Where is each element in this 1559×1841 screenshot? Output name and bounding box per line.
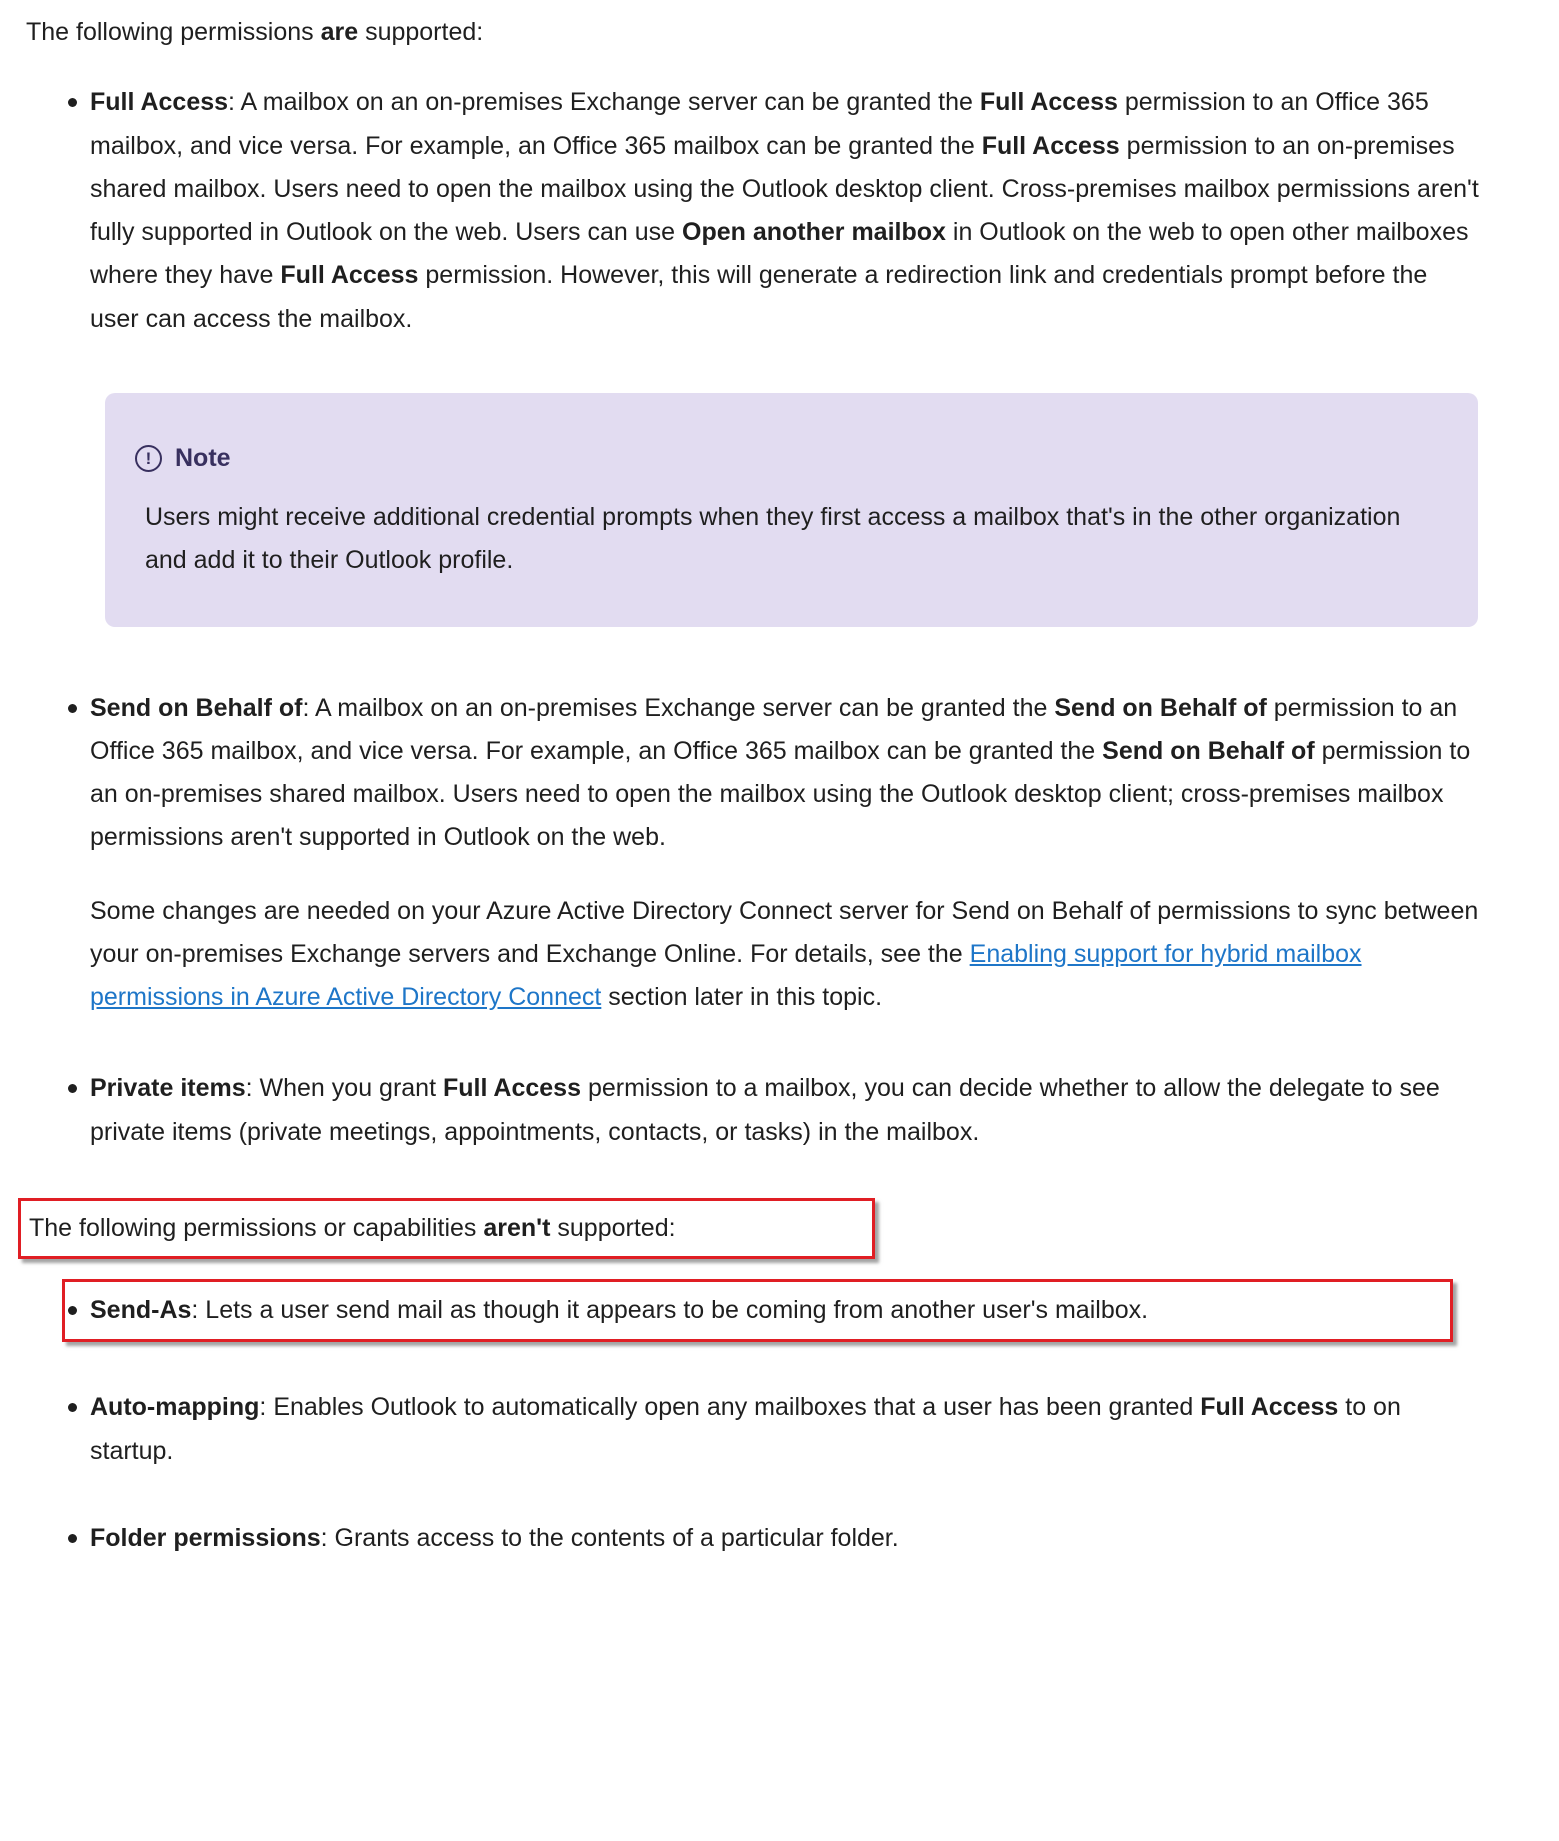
- bullet-icon: [68, 1534, 77, 1543]
- hybrid-permissions-link[interactable]: Enabling support for hybrid mailbox permissions in Azure Active Directory Connect: [90, 939, 1362, 1011]
- text-run: Some changes are needed on your Azure Active Directory Connect server for Send on Behalf of permissions to sync between your on-premises Exchange servers and Exchange Online. For details, see the: [90, 896, 1479, 968]
- list-item-auto-mapping-content: [90, 1386, 1482, 1473]
- note-body-text: Users might receive additional credential prompts when they first access a mailbox that's in the other organization and add it to their Outlook profile.: [145, 503, 1401, 575]
- list-item-private-items-content: [90, 1067, 1482, 1154]
- list-item-private-items: [26, 1067, 1533, 1154]
- bullet-icon: [68, 704, 77, 713]
- text-run: in Outlook on the web to open other mailboxes where they have: [90, 218, 1469, 290]
- list-item-send-on-behalf: [26, 687, 1533, 1020]
- bold-text-run: aren't: [483, 1213, 551, 1242]
- text-run: : Grants access to the contents of a particular folder.: [320, 1523, 899, 1552]
- unsupported-permissions-list: [26, 1386, 1533, 1560]
- text-run: The following permissions or capabilities: [29, 1213, 484, 1242]
- bold-text-run: Full Access: [981, 131, 1120, 160]
- text-run: : Lets a user send mail as though it appears to be coming from another user's mailbox.: [191, 1296, 1149, 1324]
- exclamation-circle-icon: !: [135, 445, 162, 472]
- list-item-full-access: [26, 81, 1533, 632]
- text-run: supported:: [550, 1213, 676, 1242]
- supported-permissions-list: [26, 81, 1533, 1154]
- bold-text-run: Send on Behalf of: [1054, 693, 1267, 722]
- text-run: permission to an Office 365 mailbox, and vice versa. For example, an Office 365 mailbox can be granted the: [90, 693, 1458, 765]
- text-run: : A mailbox on an on-premises Exchange server can be granted the: [228, 88, 980, 117]
- bold-text-run: Send-As: [90, 1296, 192, 1324]
- unsupported-permissions-list-highlighted: [65, 1289, 1440, 1332]
- bold-text-run: Full Access: [90, 88, 229, 117]
- text-run: permission. However, this will generate a redirection link and credentials prompt before the user can access the mailbox.: [90, 261, 1428, 333]
- list-item-folder-permissions: [26, 1517, 1533, 1560]
- bullet-icon: [68, 98, 77, 107]
- text-run: : Enables Outlook to automatically open any mailboxes that a user has been granted: [259, 1393, 1201, 1422]
- folder-permissions-text: [90, 1517, 1482, 1560]
- bold-text-run: are: [320, 18, 359, 46]
- text-run: : A mailbox on an on-premises Exchange server can be granted the: [302, 693, 1055, 722]
- highlight-box-unsupported-intro: [18, 1198, 875, 1259]
- text-run: permission to a mailbox, you can decide whether to allow the delegate to see private items (private meetings, appointments, contacts, or tasks) in the mailbox.: [90, 1074, 1440, 1146]
- list-item-auto-mapping: [26, 1386, 1533, 1473]
- text-run: supported:: [358, 18, 484, 46]
- text-run: permission to an Office 365 mailbox, and vice versa. For example, an Office 365 mailbox can be granted the: [90, 88, 1429, 160]
- text-run: section later in this topic.: [601, 983, 883, 1011]
- private-items-text: [90, 1067, 1482, 1154]
- text-run: to on startup.: [90, 1393, 1401, 1465]
- bold-text-run: Auto-mapping: [90, 1393, 260, 1422]
- list-item-send-as: [65, 1289, 1440, 1332]
- text-run: permission to an on-premises shared mailbox. Users need to open the mailbox using the Outlook desktop client; cross-premises mailbox permissions aren't supported in Outlook on the web.: [90, 736, 1471, 852]
- bold-text-run: Full Access: [280, 261, 419, 290]
- auto-mapping-text: [90, 1386, 1482, 1473]
- bullet-icon: [68, 1403, 77, 1412]
- bold-text-run: Folder permissions: [90, 1523, 321, 1552]
- list-item-folder-permissions-content: [90, 1517, 1482, 1560]
- intro-unsupported-text: [29, 1207, 862, 1250]
- send-on-behalf-text: [90, 687, 1482, 860]
- send-on-behalf-details-text: [90, 890, 1482, 1020]
- bold-text-run: Full Access: [442, 1074, 581, 1103]
- intro-supported-text: [26, 11, 1533, 54]
- text-run: : When you grant: [245, 1074, 443, 1103]
- bold-text-run: Open another mailbox: [682, 218, 946, 246]
- full-access-text: [90, 81, 1482, 341]
- bold-text-run: Private items: [90, 1074, 246, 1103]
- list-item-full-access-content: [90, 81, 1482, 632]
- bullet-icon: [68, 1084, 77, 1093]
- send-as-text: [90, 1289, 1440, 1332]
- highlight-box-send-as: [62, 1279, 1453, 1342]
- bullet-icon: [68, 1306, 77, 1315]
- bold-text-run: Send on Behalf of: [90, 693, 303, 722]
- note-header: [135, 437, 1422, 480]
- bold-text-run: Full Access: [1200, 1393, 1339, 1422]
- list-item-send-on-behalf-content: [90, 687, 1482, 1020]
- text-run: The following permissions: [26, 18, 321, 46]
- text-run: permission to an on-premises shared mailbox. Users need to open the mailbox using the Outlook desktop client. Cross-premises mailbox permissions aren't fully supported in Outlook on the web. Users can use: [90, 131, 1479, 246]
- bold-text-run: Full Access: [979, 88, 1118, 117]
- bold-text-run: Send on Behalf of: [1102, 736, 1315, 765]
- note-callout: [105, 393, 1478, 627]
- note-title: Note: [175, 443, 231, 472]
- list-item-send-as-content: [90, 1289, 1440, 1332]
